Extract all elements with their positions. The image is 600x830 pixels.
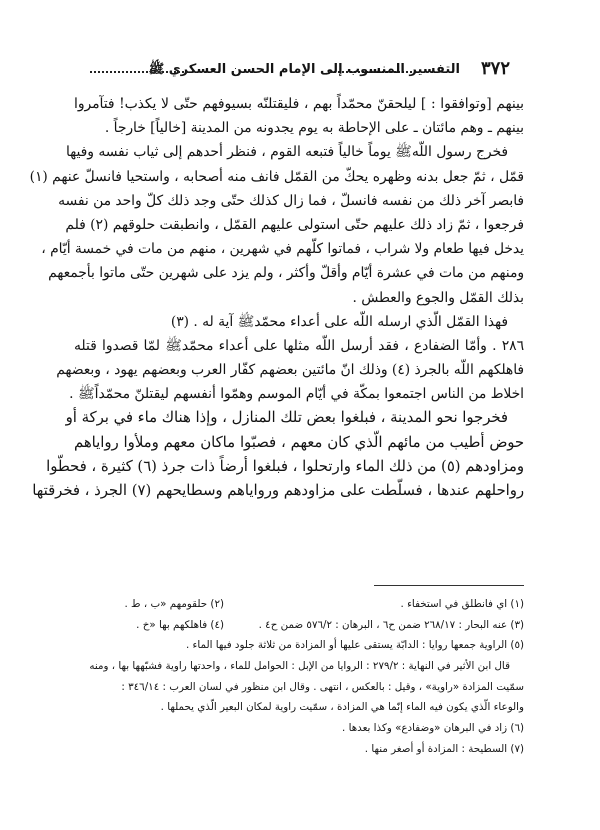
text-line: فرجعوا ، ثمّ زاد ذلك عليهم حتّى استولى عليهم القمّل ، وانطبقت حلوقهم (٢) فلم (65, 216, 524, 233)
header-ornament-divider (90, 71, 188, 73)
text-line: ومزاودهم (٥) من ذلك الماء وارتحلوا ، فبلغوا أرضاً ذات جرذ (٦) كثيرة ، فحطّوا (46, 457, 524, 475)
footnote-row (74, 594, 524, 615)
footnote-continuation: والوعاء الّذي يكون فيه الماء إنّما هي المزادة ، سمّيت راوية لمكان البعير الّذي يحملها . (160, 701, 524, 714)
text-line: يدخل فيها طعام ولا شراب ، فماتوا كلّهم في شهرين ، منهم من مات في خمسة أيّام ، (41, 241, 524, 258)
text-line: فابصر آخر ذلك من نفسه فانسلّ ، فما زال كذلك حتّى وجد ذلك كلّ واحد من نفسه (58, 192, 524, 209)
footnotes (74, 594, 524, 760)
page-header (0, 58, 600, 84)
text-line: رواحلهم عندها ، فسلّطت على مزاودهم ورواياهم وسطايحهم (٧) الجرذ ، فخرقتها (32, 482, 524, 499)
text-line: فهذا القمّل الّذي ارسله اللّه على أعداء محمّدﷺ آية له . (٣) (170, 313, 508, 330)
text-line: حوض أطيب من مائهم الّذي كان معهم ، فصبّوا ماكان معهم وملأوا رواياهم (74, 433, 524, 451)
text-line: بينهم ـ وهم مائتان ـ على الإحاطة به يوم يجدونه من المدينة [خالياً] خارجاً . (104, 120, 524, 137)
running-title: التفسير المنسوب إلى الإمام الحسن العسكري ﷺ (148, 62, 460, 77)
footnote-continuation: سمّيت المزادة «راوية» ، وقيل : بالعكس ، انتهى . وقال ابن منظور في لسان العرب : ٣٤٦/١٤ : (121, 680, 524, 693)
page-number: ٣٧٢ (480, 58, 510, 79)
footnote: (٣) عنه البحار : ٢٦٨/١٧ ضمن ح٦ ، البرهان : ٥٧٦/٢ ضمن ح٤ . (258, 618, 524, 631)
text-line: بذلك القمّل والجوع والعطش . (352, 289, 524, 306)
section-heading-line: ٢٨٦ . وأمّا الضفادع ، فقد أرسل اللّه مثلها على أعداء محمّدﷺ لمّا قصدوا قتله (74, 337, 524, 354)
text-line: بينهم [وتوافقوا : ] ليلحقنّ محمّداً بهم ، فليقتلنّه بسيوفهم حتّى لا يكذب! فتآمروا (74, 96, 524, 112)
text-line: فاهلكهم اللّه بالجرذ (٤) وذلك انّ مائتين بعضهم كفّار العرب وبعضهم يهود ، وبعضهم (56, 362, 524, 379)
footnote: (٤) فاهلكهم بها «خ . (136, 618, 224, 631)
footnote-continuation: قال ابن الأثير في النهاية : ٢٧٩/٢ : الروايا من الإبل : الحوامل للماء ، واحدتها راوية فشبّهها بها ، ومنه (89, 660, 510, 673)
text-line: ومنهم من مات في عشرة أيّام وأقلّ وأكثر ، ولم يزد على شهرين حتّى ماتوا بأجمعهم (48, 265, 524, 282)
footnote-row (74, 615, 524, 636)
footnote: (٢) حلقومهم «ب ، ط . (124, 598, 224, 610)
text-line: فخرجوا نحو المدينة ، فبلغوا بعض تلك المنازل ، وإذا هناك ماء في بركة أو (65, 409, 508, 427)
footnote-separator (374, 585, 524, 586)
text-line: قمّل ، ثمّ جعل بدنه وظهره يحكّ من القمّل فانف منه أصحابه ، واستحيا فانسلّ عنهم (١) (29, 168, 524, 185)
main-text (29, 92, 524, 503)
footnote: (١) اي فانطلق في استخفاء . (400, 598, 524, 610)
text-line: فخرج رسول اللّهﷺ يوماً خالياً فتبعه القوم ، فنظر أحدهم إلى ثياب نفسه وفيها (65, 144, 508, 161)
footnote: (٥) الراوية جمعها روايا : الدابّة يستقى عليها أو المزادة من ثلاثة جلود فيها الماء . (185, 639, 524, 652)
footnote: (٧) السطيحة : المزادة أو أصغر منها . (364, 742, 524, 755)
footnote: (٦) زاد في البرهان «وضفادع» وكذا بعدها . (342, 722, 524, 735)
text-line: اخلاط من الناس اجتمعوا بمكّة في أيّام الموسم وهمّوا أنفسهم ليقتلنّ محمّداًﷺ . (69, 386, 524, 403)
